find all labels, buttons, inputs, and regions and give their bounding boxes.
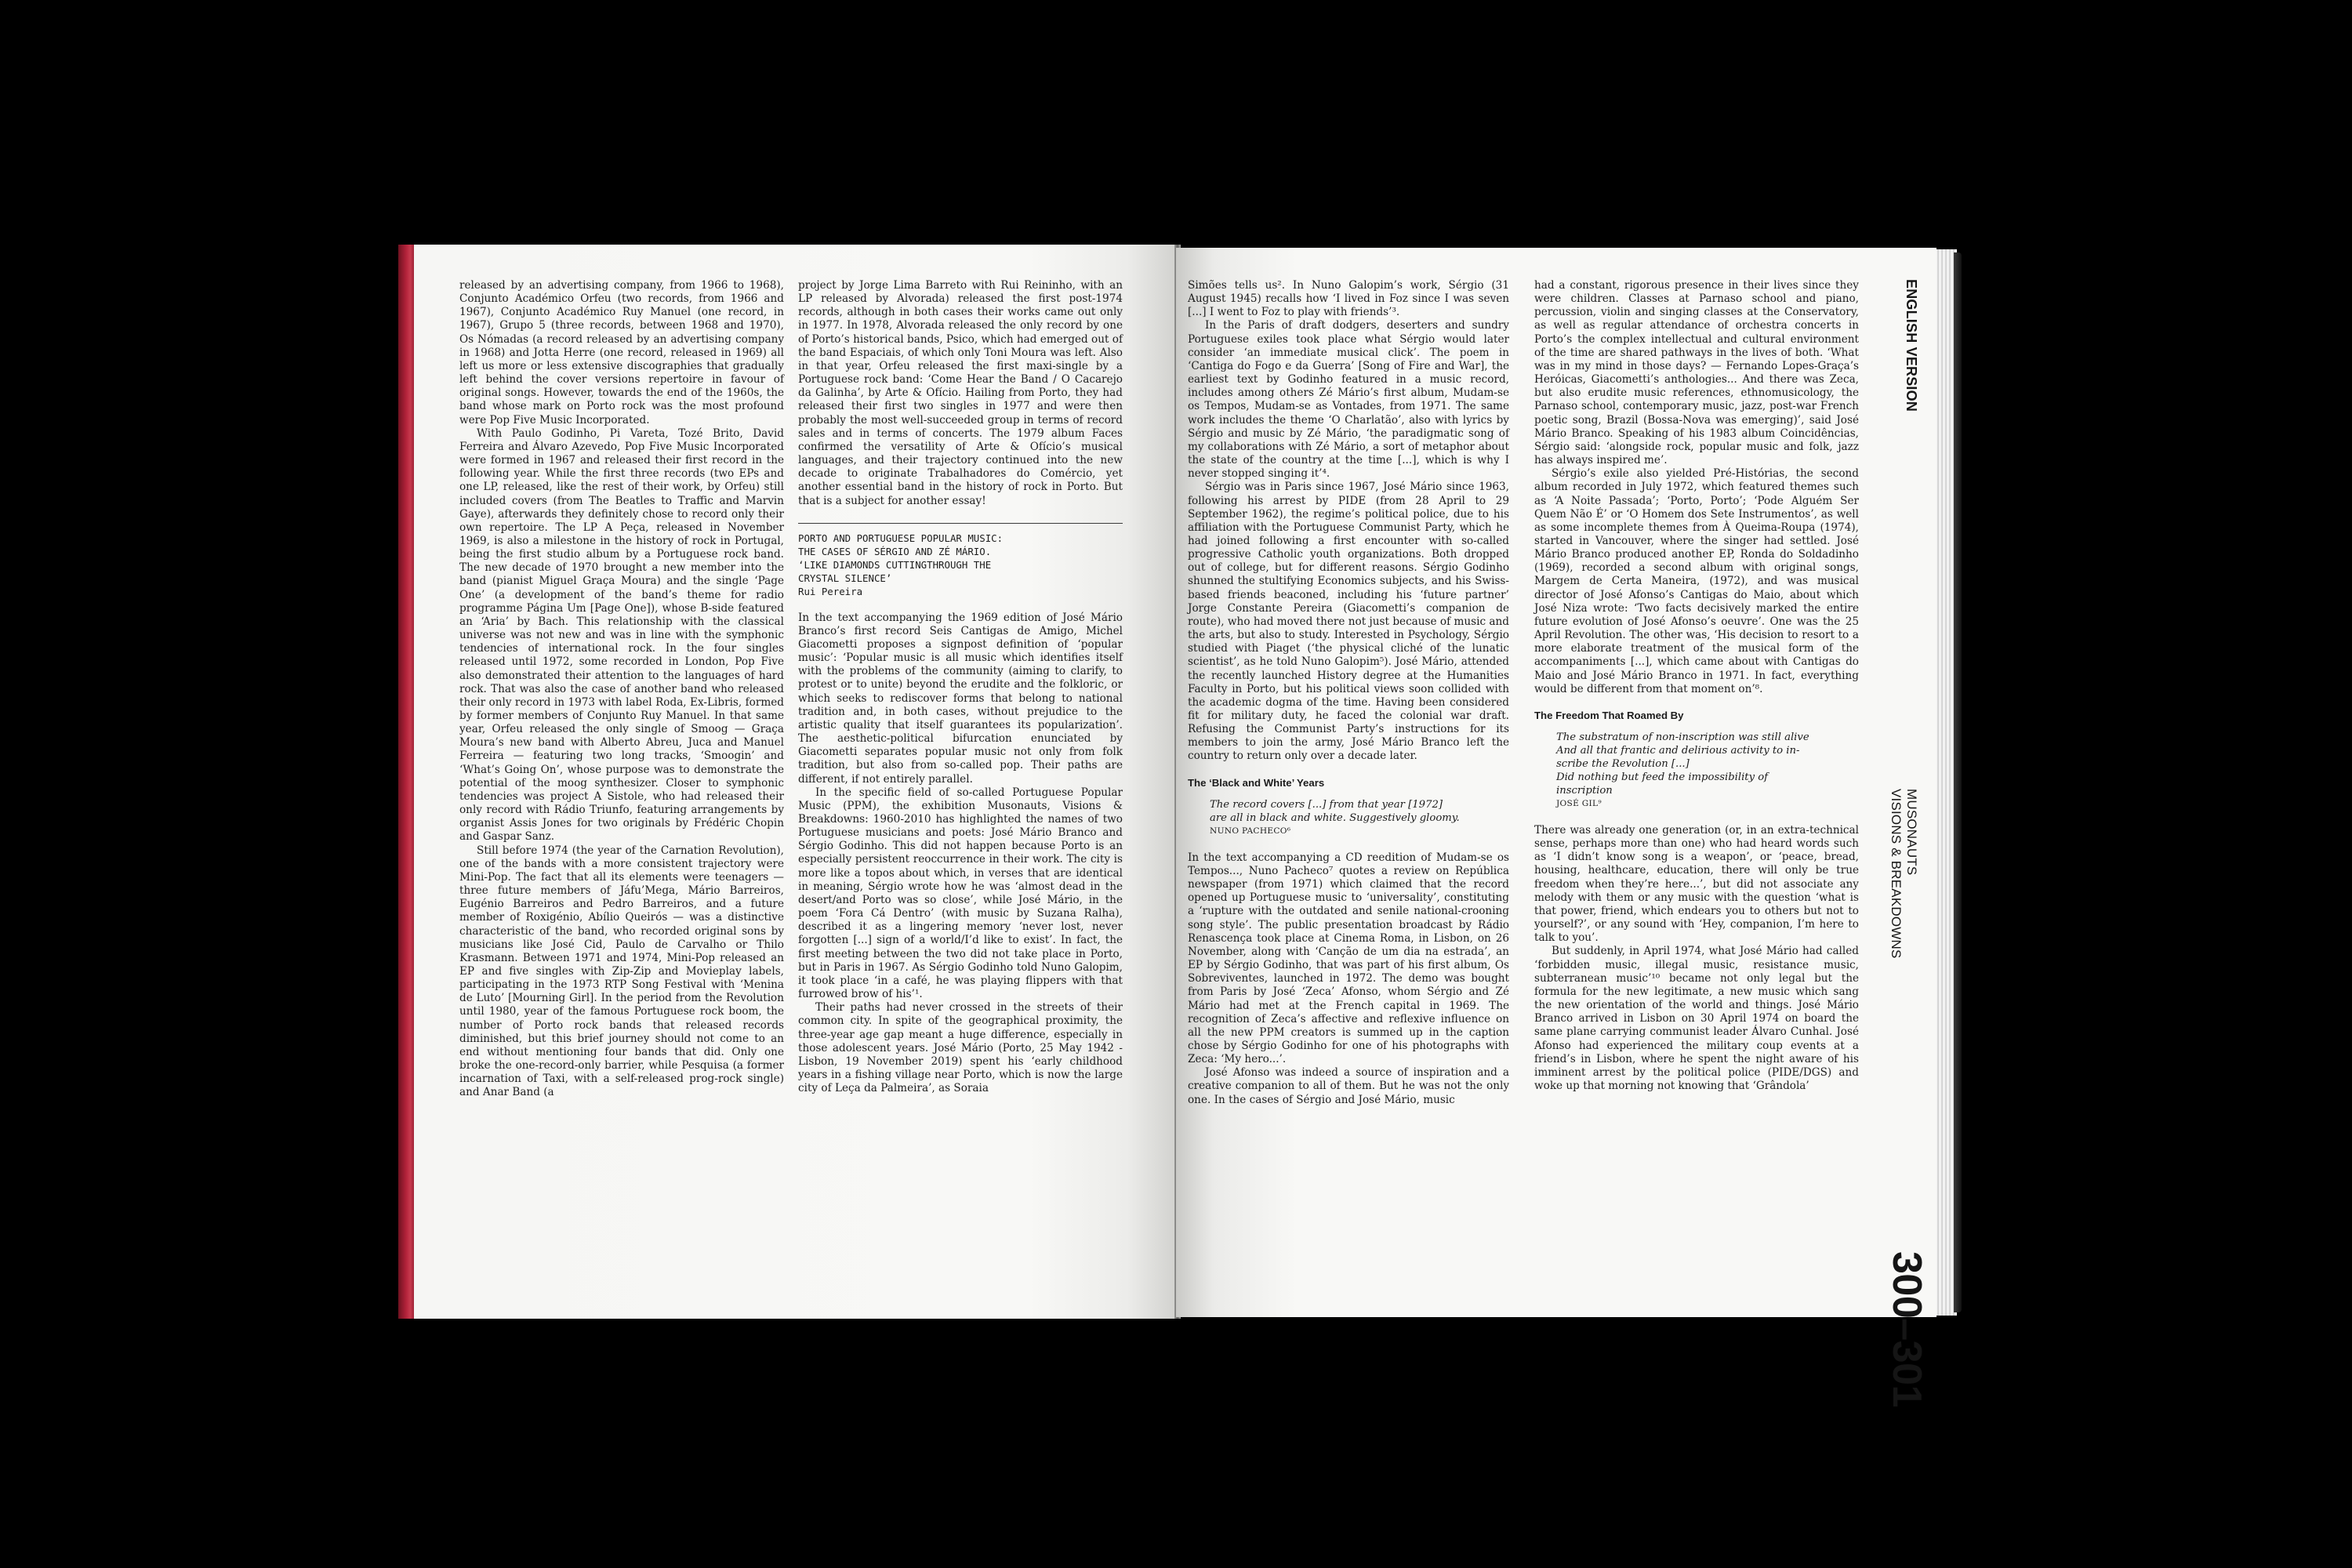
subheading: The ‘Black and White’ Years <box>1188 776 1325 789</box>
paragraph: But suddenly, in April 1974, what José Mário had called ‘forbidden music, illegal music, resistance music, subterranean music’¹⁰ became not only legal but the formula for the new legitimate, a new music which sang the new orientation of the world and things. José Mário Branco arrived in Lisbon on 30 April 1974 on board the same plane carrying communist leader Álvaro Cunhal. José Afonso had experienced the military coup events at a friend’s in Lisbon, where he spent the night aware of his imminent arrest by the political police (PIDE/DGS) and woke up that morning not knowing that ‘Grândola’ <box>1534 945 1859 1092</box>
quote-attribution: JOSÉ GIL⁹ <box>1556 799 1602 808</box>
quote-line: are all in black and white. Suggestively gloomy. <box>1210 811 1460 824</box>
quote-line: inscription <box>1556 785 1613 797</box>
page-numbers: 300–301 <box>1884 1251 1929 1407</box>
paragraph: Sérgio was in Paris since 1967, José Mário since 1963, following his arrest by PIDE (from 28 April to 29 September 1962), the regime’s political police, due to his affiliation with the Portuguese Communist Party, which he had joined following a first encounter with so-called progressive Catholic youth organizations. Both dropped out of college, but for different reasons. Sérgio Godinho shunned the stultifying Economics subjects, and his Swiss-based friends beaconed, including his ‘future partner’ Jorge Constante Pereira (Giacometti’s companion de route), who had moved there not just because of music and the arts, but also to study. Interested in Psychology, Sérgio studied with Piaget (‘the physical cliché of the lunatic scientist’, as he told Nuno Galopim⁵). José Mário, attended the recently launched History degree at the Humanities Faculty in Porto, but his political views soon collided with the academic dogma of the time. Having been considered fit for military duty, he faced the colonial war draft. Refusing the Communist Party’s instructions for its members to join the army, José Mário Branco left the country to return only over a decade later. <box>1188 481 1509 763</box>
quote-line: The substratum of non-inscription was still alive <box>1556 731 1809 743</box>
running-header-title-line: VISIONS & BREAKDOWNS <box>1889 789 1904 959</box>
block-quote <box>1534 731 1859 811</box>
paragraph: Still before 1974 (the year of the Carnation Revolution), one of the bands with a more consistent trajectory were Mini-Pop. The fact that all its elements were teenagers — three future members of Jáfu’Mega, Mário Barreiros, Eugénio Barreiros and Pedro Barreiros, and a future member of Roxigénio, Abílio Queirós — was a distinctive characteristic of the band, who recorded original sons by musicians like José Cid, Paulo de Carvalho or Thilo Krasmann. Between 1971 and 1974, Mini-Pop released an EP and five singles with Zip-Zip and Movieplay labels, participating in the 1973 RTP Song Festival with ‘Menina de Luto’ [Mourning Girl]. In the period from the Revolution until 1980, year of the famous Portuguese rock boom, the number of Porto rock bands that released records diminished, but this brief journey should not come to an end without mentioning four bands that did. Only one broke the one-record-only barrier, while Pesquisa (a former incarnation of Taxi, with a self-released prog-rock single) and Anar Band (a <box>459 844 784 1099</box>
paragraph: In the Paris of draft dodgers, deserters and sundry Portuguese exiles took place what Sérgio would later consider ‘an immediate musical click’. The poem in ‘Cantiga do Fogo e da Guerra’ [Song of Fire and War], the earliest text by Godinho featured in a music record, includes among others Zé Mário’s first album, Mudam-se os Tempos, Mudam-se as Vontades, from 1971. The same work includes the theme ‘O Charlatão’, also with lyrics by Sérgio and music by Zé Mário, ‘the paradigmatic song of my collaborations with Zé Mário, a sort of metaphor about the state of the country at the time [...], which is why I never stopped singing it’⁴. <box>1188 319 1509 481</box>
running-header-title-line: MUSONAUTS <box>1904 789 1919 876</box>
paragraph: Their paths had never crossed in the streets of their common city. In spite of the geographical proximity, the three-year age gap meant a huge difference, especially in those adolescent years. José Mário (Porto, 25 May 1942 - Lisbon, 19 November 2019) spent his ‘early childhood years in a fishing village near Porto, which is now the large city of Leça da Palmeira’, as Soraia <box>798 1001 1123 1095</box>
paragraph: project by Jorge Lima Barreto with Rui Reininho, with an LP released by Alvorada) released the first post-1974 records, although in both cases their works came out only in 1977. In 1978, Alvorada released the only record by one of Porto’s historical bands, Psico, which had emerged out of the band Espaciais, of which only Toni Moura was left. Also in that year, Orfeu released the first maxi-single by a Portuguese rock band: ‘Come Hear the Band / O Cacarejo da Galinha’, by Arte & Ofício. Hailing from Porto, they had released their first two singles in 1977 and were then probably the most well-succeeded group in terms of record sales and in terms of concerts. The 1979 album Faces confirmed the versatility of Arte & Ofício’s musical languages, and their trajectory continued into the new decade to originate Trabalhadores do Comércio, yet another essential band in the history of rock in Porto. But that is a subject for another essay! <box>798 279 1123 507</box>
running-header-title <box>1888 789 1919 959</box>
subheading: The Freedom That Roamed By <box>1534 709 1684 721</box>
section-heading <box>798 532 1123 585</box>
paragraph: In the specific field of so-called Portuguese Popular Music (PPM), the exhibition Musonauts, Visions & Breakdowns: 1960-2010 has highlighted the names of two Portuguese musicians and poets: José Mário Branco and Sérgio Godinho. This did not happen because Porto is an especially persistent reoccurrence in their work. The city is more like a topos about which, in verses that are identical in meaning, Sérgio wrote how he was ‘almost dead in the desert/and Porto was so close’, while José Mário, in the poem ‘Fora Cá Dentro’ (with music by Suzana Ralha), described it as a lingering memory ‘never lost, never forgotten [...] sign of a world/I’d like to exist’. In fact, the first meeting between the two did not take place in Porto, but in Paris in 1967. As Sérgio Godinho told Nuno Galopim, it took place ‘in a café, he was playing flippers with that furrowed brow of his’¹. <box>798 786 1123 1001</box>
paragraph: José Afonso was indeed a source of inspiration and a creative companion to all of them. But he was not the only one. In the cases of Sérgio and José Mário, music <box>1188 1066 1509 1106</box>
paragraph: Sérgio’s exile also yielded Pré-Histórias, the second album recorded in July 1972, which featured themes such as ‘A Noite Passada’; ‘Porto, Porto’; ‘Pode Alguém Ser Quem Não É’ or ‘O Homem dos Sete Instrumentos’, as well as some incomplete themes from À Queima-Roupa (1974), started in Vancouver, where the singer had settled. José Mário Branco produced another EP, Ronda do Soldadinho (1969), recorded a second album with original songs, Margem de Certa Maneira, (1972), and was musical director of José Afonso’s Cantigas do Maio, about which José Niza wrote: ‘Two facts decisively marked the entire future evolution of José Afonso’s oeuvre’. One was the 25 April Revolution. The other was, ‘His decision to resort to a more elaborate treatment of the musical form of the accompaniments [...], which came about with Cantigas do Maio and José Mário Branco in 1971. In fact, everything would be different from that moment on’⁸. <box>1534 467 1859 695</box>
paragraph: had a constant, rigorous presence in their lives since they were children. Classes at Parnaso school and piano, percussion, violin and singing classes at the Conservatory, as well as regular attendance of orchestra concerts in Porto’s the complex intellectual and cultural environment of the time are shared pathways in the lives of both. ‘What was in my mind in those days? — Fernando Lopes-Graça’s Heróicas, Giacometti’s anthologies... And there was Zeca, but also erudite music references, ethnomusicology, the Parnaso school, contemporary music, jazz, post-war French poetic song, Brazil (Bossa-Nova was emerging)’, said José Mário Branco. Speaking of his 1983 album Coincidências, Sérgio said: ‘alongside rock, popular music and folk, jazz has always inspired me’. <box>1534 279 1859 467</box>
left-column-2 <box>798 279 1123 1095</box>
quote-attribution: NUNO PACHECO⁶ <box>1210 826 1291 836</box>
paragraph: In the text accompanying a CD reedition of Mudam-se os Tempos..., Nuno Pacheco⁷ quotes a review on República newspaper (from 1971) which claimed that the record opened up Portuguese music to ‘universality’, constituting a ‘rupture with the outdated and senile national-crooning song style’. The public presentation broadcast by Rádio Renascença took place at Cinema Roma, in Lisbon, on 26 November, along with ‘Canção de um dia na estrada’, an EP by Sérgio Godinho, that was part of his first album, Os Sobreviventes, launched in 1972. The demo was bought from Paris by José ‘Zeca’ Afonso, whom Sérgio and Zé Mário had met at the French capital in 1969. The recognition of Zeca’s affective and reflexive influence on all the new PPM creators is summed up in the caption chose by Sérgio Godinho for one of his photographs with Zeca: ‘My hero...’. <box>1188 851 1509 1066</box>
quote-line: Did nothing but feed the impossibility of <box>1556 771 1769 783</box>
paragraph: Simões tells us². In Nuno Galopim’s work, Sérgio (31 August 1945) recalls how ‘I lived in Foz since I was seven [...] I went to Foz to play with friends’³. <box>1188 279 1509 319</box>
section-heading-line: ‘LIKE DIAMONDS CUTTINGTHROUGH THE <box>798 558 992 571</box>
paragraph: In the text accompanying the 1969 edition of José Mário Branco’s first record Seis Cantigas de Amigo, Michel Giacometti proposes a signpost definition of ‘popular music’: ‘Popular music is all music which identifies itself with the problems of the community (aiming to clarify, to protest or to unite) beyond the erudite and the folkloric, or which seeks to rediscover forms that belong to national tradition and, in both cases, without prejudice to the artistic quality that itself guarantees its popularization’. The aesthetic-political bifurcation enunciated by Giacometti separates popular music not only from folk tradition, but also from so-called pop. Their paths are different, if not entirely parallel. <box>798 611 1123 786</box>
red-page-edge <box>398 245 416 1319</box>
paragraph: With Paulo Godinho, Pi Vareta, Tozé Brito, David Ferreira and Álvaro Azevedo, Pop Five Music Incorporated were formed in 1967 and released their first record in the following year. While the first three records (two EPs and one LP, released, like the rest of their work, by Orfeu) still included covers (from The Beatles to Traffic and Marvin Gaye), afterwards they definitely chose to record only their own repertoire. The LP A Peça, released in November 1969, is also a milestone in the history of rock in Portugal, being the first studio album by a Portuguese rock band. The new decade of 1970 brought a new member into the band (pianist Miguel Graça Moura) and the single ‘Page One’ (a development of the band’s theme for radio programme Página Um [Page One]), whose B-side featured an ‘Aria’ by Bach. This relationship with the classical universe was not new and was in line with the symphonic tendencies of international rock. In the four singles released until 1972, some recorded in London, Pop Five also demonstrated their attention to the languages of hard rock. That was also the case of another band who released their only record in 1973 with label Roda, Ex-Libris, formed by former members of Conjunto Ruy Manuel. In that same year, Orfeu released the only single of Smoog — Graça Moura’s new band with Alberto Abreu, Juca and Manuel Ferreira — featuring two long tracks, ‘Smoogin’ and ‘What’s Going On’, whose purpose was to demonstrate the potential of the moog synthesizer. Closer to symphonic tendencies was project A Sistole, who had released their only record with Rádio Triunfo, featuring arrangements by organist Assis Jones for two originals by Frédéric Chopin and Gaspar Sanz. <box>459 426 784 844</box>
section-author: Rui Pereira <box>798 585 863 597</box>
right-column-1 <box>1188 279 1509 1107</box>
left-page <box>414 245 1181 1319</box>
paragraph: There was already one generation (or, in an extra-technical sense, perhaps more than one) who had heard words such as ‘I didn’t know song is a weapon’, or ‘peace, bread, housing, healthcare, education, there will only be true freedom when they’re here...’, but did not associate any melody with them or any music with the question ‘what is that power, friend, which endears you to others but not to yourself?’, or any sound with ‘Hey, companion, I’m here to talk to you’. <box>1534 824 1859 945</box>
running-header-version: ENGLISH VERSION <box>1904 279 1919 412</box>
quote-line: scribe the Revolution [...] <box>1556 758 1690 770</box>
book-cover-edge <box>1954 252 1962 1312</box>
section-heading-line: THE CASES OF SÉRGIO AND ZÉ MÁRIO. <box>798 545 992 557</box>
right-column-2 <box>1534 279 1859 1093</box>
paragraph: released by an advertising company, from 1966 to 1968), Conjunto Académico Orfeu (two records, from 1966 and 1967), Conjunto Académico Ruy Manuel (one record, in 1967), Grupo 5 (three records, between 1968 and 1970), Os Nómadas (a record released by an advertising company in 1968) and Jotta Herre (one record, released in 1969) all left us more or less extensive discographies that gradually left behind the cover versions repertoire in favour of original songs. However, towards the end of the 1960s, the band whose mark on Porto rock was the most profound were Pop Five Music Incorporated. <box>459 279 784 426</box>
quote-line: And all that frantic and delirious activity to in- <box>1556 745 1800 757</box>
section-heading-line: PORTO AND PORTUGUESE POPULAR MUSIC: <box>798 532 1004 544</box>
quote-line: The record covers [...] from that year [1972] <box>1210 798 1443 811</box>
block-quote <box>1188 798 1509 838</box>
section-divider <box>798 523 1123 524</box>
right-page <box>1176 248 1936 1407</box>
left-column-1 <box>459 279 784 1100</box>
section-heading-line: CRYSTAL SILENCE’ <box>798 572 892 584</box>
